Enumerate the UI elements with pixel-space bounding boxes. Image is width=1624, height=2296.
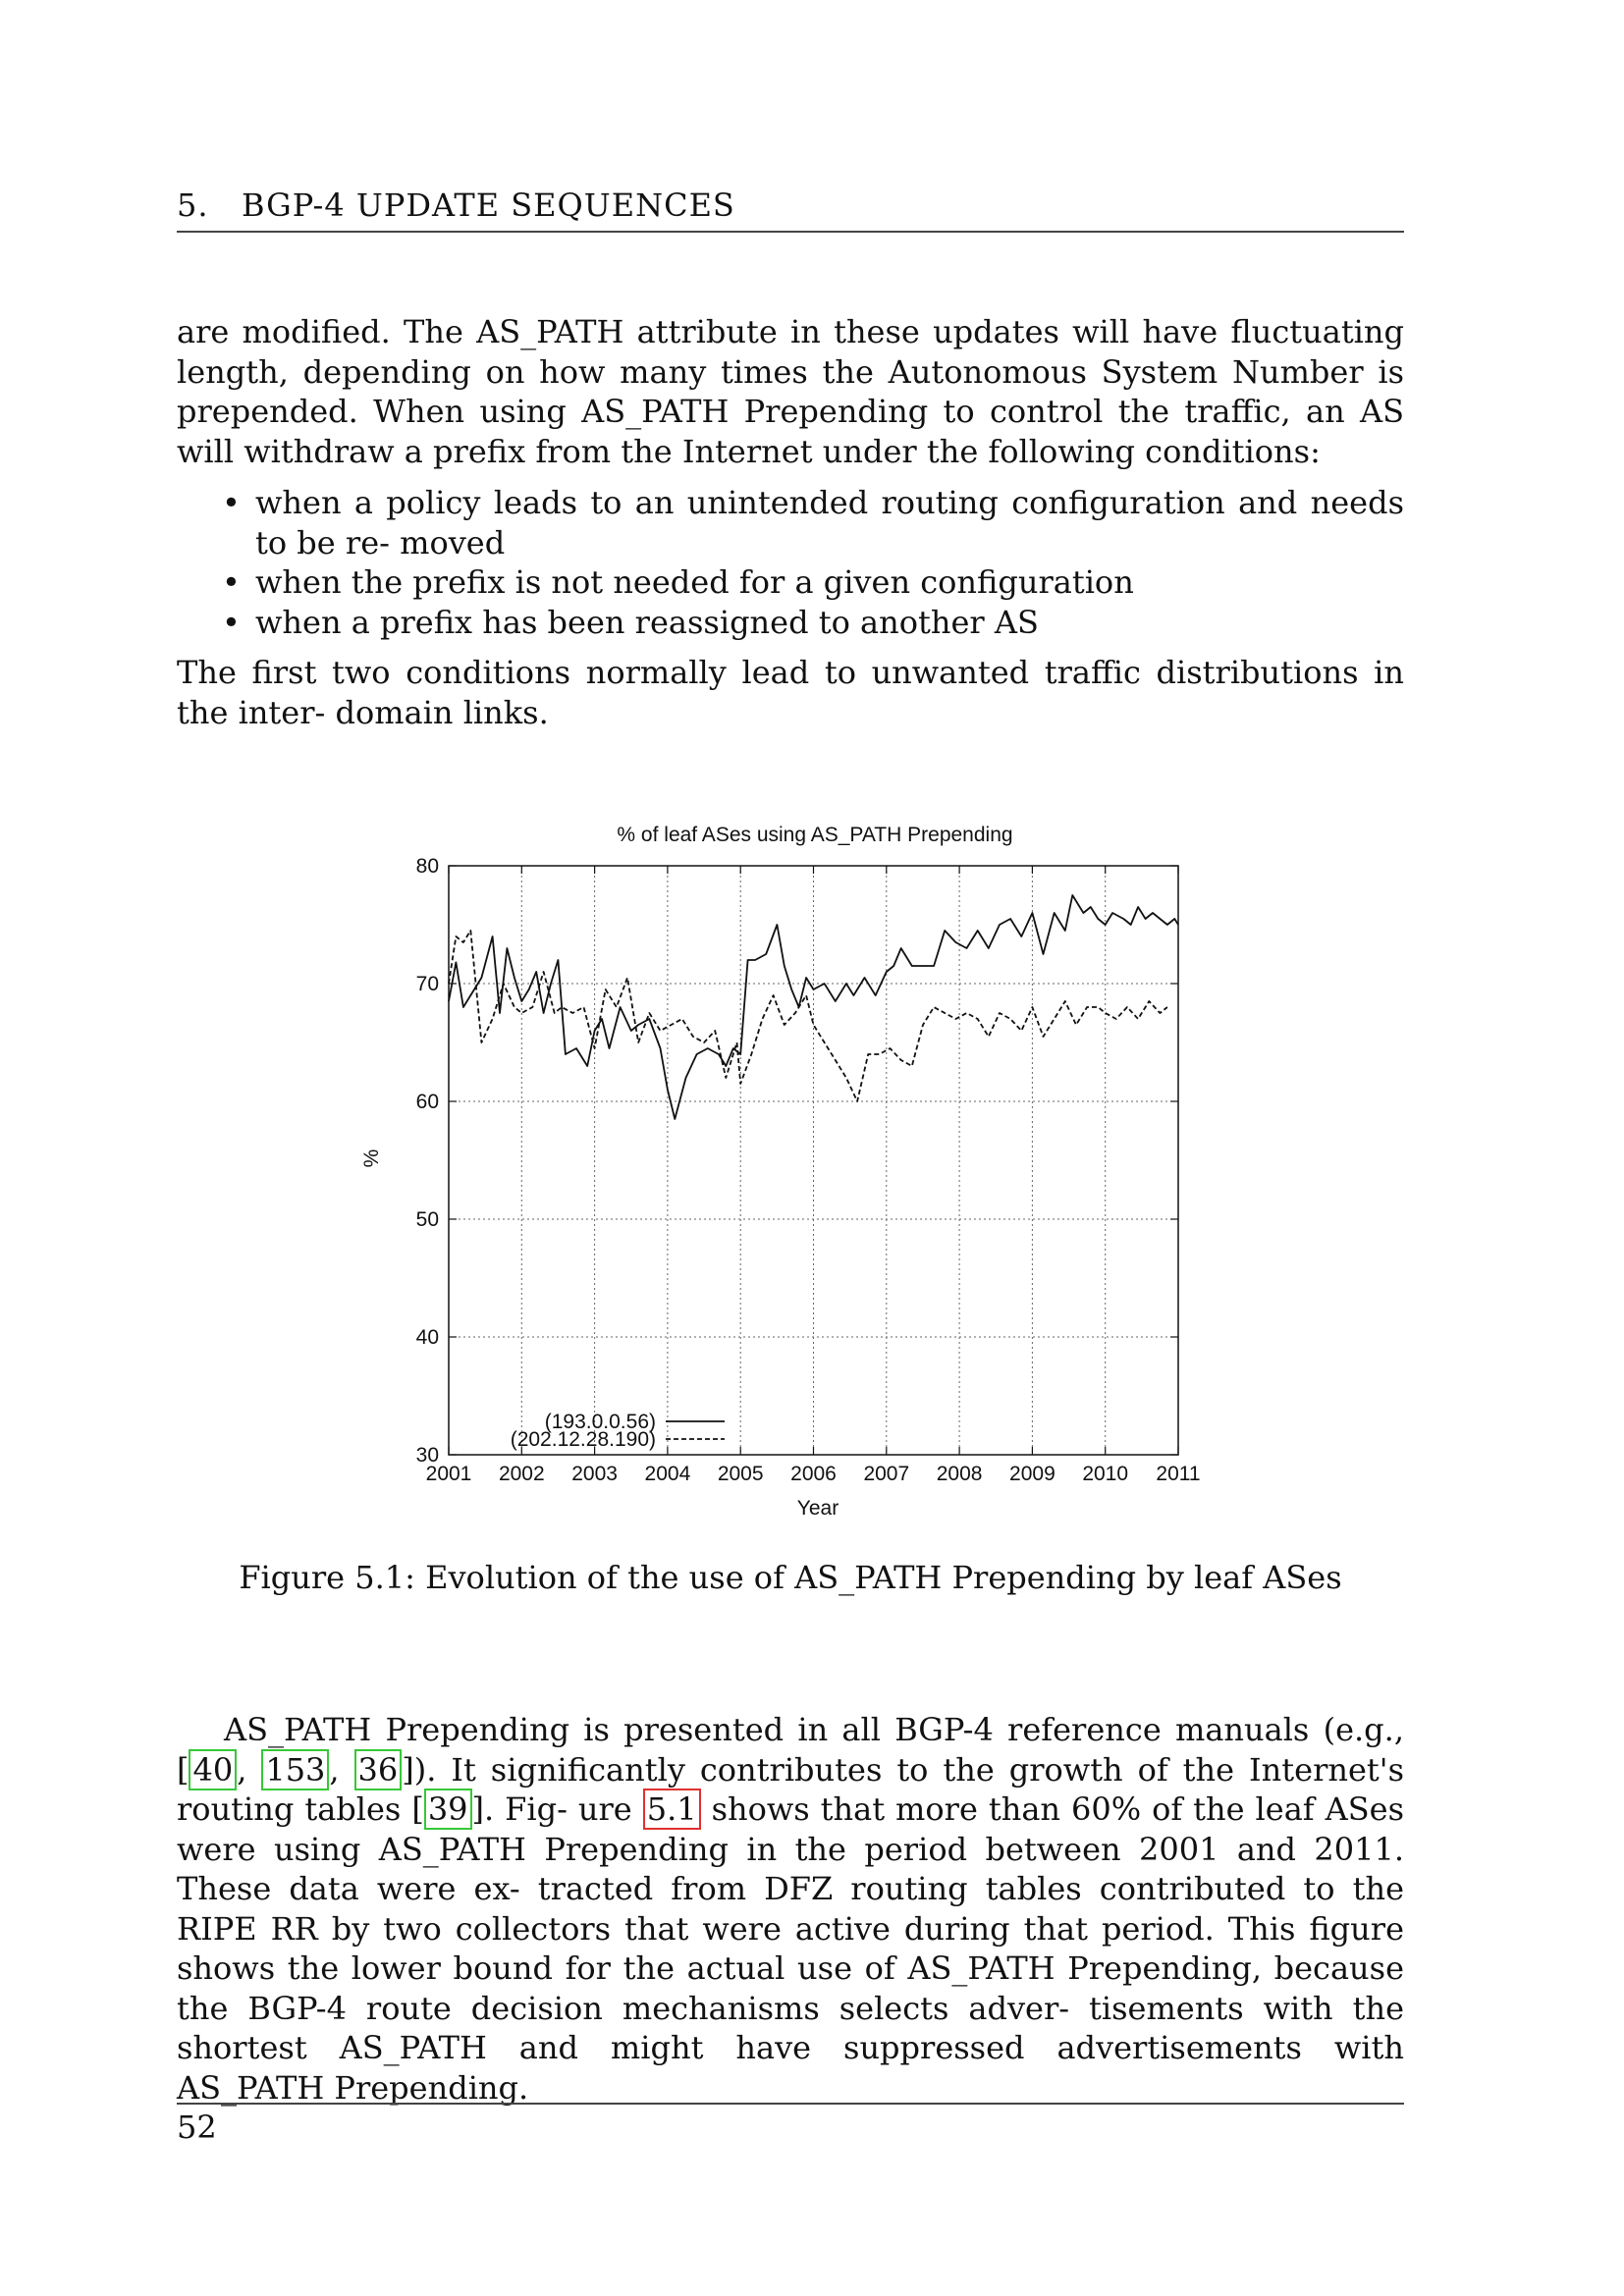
x-tick-label: 2011 [1156, 1463, 1201, 1485]
header-rule [177, 231, 1404, 233]
figure-reference-link[interactable]: 5.1 [643, 1789, 701, 1830]
legend-label: (202.12.28.190) [510, 1428, 656, 1451]
x-tick-label: 2004 [644, 1463, 691, 1485]
list-item-text: when the prefix is not needed for a given configuration [255, 563, 1134, 601]
y-tick-label: 80 [415, 855, 439, 878]
list-item-text: when a policy leads to an unintended routing configuration and needs to be re- moved [255, 484, 1404, 561]
para3-text-2: ). It significantly contributes to the growth of the Internet's routing tables [177, 1750, 1404, 1828]
section-title: BGP-4 UPDATE SEQUENCES [242, 187, 735, 224]
citation-link[interactable]: 39 [424, 1789, 472, 1830]
section-number: 5. [177, 187, 209, 224]
x-axis-label: Year [796, 1497, 839, 1520]
y-tick-label: 60 [415, 1091, 439, 1113]
figure-5-1 [353, 815, 1237, 1541]
y-tick-label: 70 [415, 973, 439, 995]
x-tick-label: 2003 [571, 1463, 618, 1485]
citation-link[interactable]: 36 [354, 1749, 403, 1790]
bullet-icon: • [222, 484, 241, 521]
footer-rule [177, 2103, 1404, 2105]
y-tick-label: 50 [415, 1208, 439, 1231]
page-number: 52 [177, 2109, 217, 2146]
running-header [177, 187, 1404, 224]
chart-grid [449, 866, 1178, 1455]
x-tick-label: 2002 [498, 1463, 545, 1485]
para3-text-4: shows that more than 60% of the leaf ASes were using AS_PATH Prepending in the period between 2001 and 2011. These data were ex- tracted from DFZ routing tables contributed to the RIPE RR by two collectors that were active during that period. This figure shows the lower bound for the actual use of AS_PATH Prepending, because the BGP-4 route decision mechanisms selects adver- tisements with the shortest AS_PATH and might have suppressed advertisements with AS_PATH Prepending. [177, 1790, 1405, 2107]
list-item [177, 483, 1404, 562]
series-line-2 [449, 931, 1167, 1101]
chart-title: % of leaf ASes using AS_PATH Prepending [617, 824, 1013, 846]
line-chart [353, 815, 1237, 1541]
legend-label: (193.0.0.56) [544, 1411, 656, 1433]
chart-legend [511, 1411, 725, 1451]
paragraph-2: The first two conditions normally lead to unwanted traffic distributions in the inter- domain links. [177, 654, 1404, 731]
bullet-icon: • [222, 603, 241, 641]
para3-text-3: . Fig- ure [484, 1790, 643, 1828]
chart-ticks [416, 855, 1201, 1485]
figure-caption: Figure 5.1: Evolution of the use of AS_PATH Prepending by leaf ASes [239, 1559, 1342, 1596]
chart-series [449, 895, 1178, 1119]
x-tick-label: 2008 [936, 1463, 983, 1485]
x-tick-label: 2005 [717, 1463, 764, 1485]
list-item [177, 562, 1404, 603]
x-tick-label: 2006 [790, 1463, 837, 1485]
paragraph-3: AS_PATH Prepending is presented in all BGP-4 reference manuals (e.g., [ 40 , 153 , 36 ]). It significantly contributes to the growth of the Internet's routing tables [ 39 ]. Fig- ure 5.1 shows that more than 60% of the leaf ASes were using AS_PATH Prepending in the period between 2001 and 2011. These data were ex- tracted from DFZ routing tables contributed to the RIPE RR by two collectors that were active during that period. This figure shows the lower bound for the actual use of AS_PATH Prepending, because the BGP-4 route decision mechanisms selects adver- tisements with the shortest AS_PATH and might have suppressed advertisements with AS_PATH Prepending. [177, 1711, 1405, 2107]
condition-list [177, 483, 1404, 642]
y-axis-label: % [360, 1148, 383, 1168]
list-item [177, 603, 1404, 643]
citation-link[interactable]: 40 [189, 1749, 237, 1790]
x-tick-label: 2001 [425, 1463, 472, 1485]
x-tick-label: 2009 [1009, 1463, 1056, 1485]
x-tick-label: 2007 [863, 1463, 910, 1485]
bullet-icon: • [222, 563, 241, 601]
y-tick-label: 30 [415, 1444, 439, 1467]
list-item-text: when a prefix has been reassigned to another AS [255, 603, 1039, 641]
y-tick-label: 40 [415, 1326, 439, 1349]
citation-link[interactable]: 153 [261, 1749, 329, 1790]
para3-text-1: AS_PATH Prepending is presented in all BGP-4 reference manuals (e.g., [224, 1711, 1404, 1748]
paragraph-1: are modified. The AS_PATH attribute in these updates will have fluctuating length, depending on how many times the Autonomous System Number is prepended. When using AS_PATH Prepending to control the traffic, an AS will withdraw a prefix from the Internet under the following conditions: [177, 313, 1404, 470]
x-tick-label: 2010 [1082, 1463, 1129, 1485]
